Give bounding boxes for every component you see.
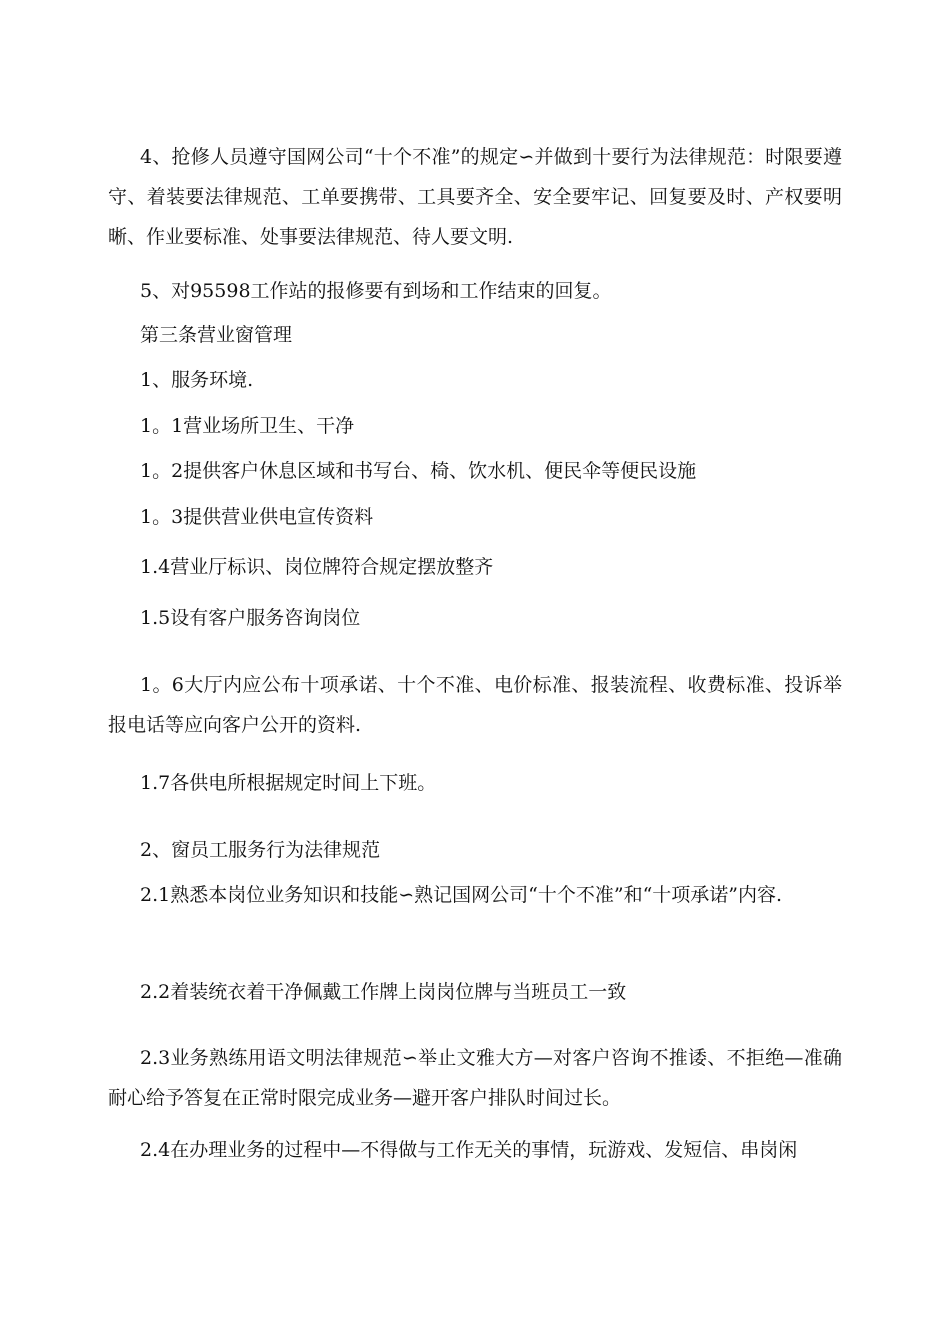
paragraph-1-2: 1。2提供客户休息区域和书写台、椅、饮水机、便民伞等便民设施	[140, 460, 697, 482]
section-heading-business-window: 第三条营业窗管理	[140, 324, 293, 346]
paragraph-1-6: 1。6大厅内应公布十项承诺、十个不准、电价标准、报装流程、收费标准、投诉举报电话等应向客户公开的资料.	[108, 674, 842, 736]
paragraph-95598-reply: 5、对95598工作站的报修要有到场和工作结束的回复。	[140, 280, 612, 302]
paragraph-2-2: 2.2着装统衣着干净佩戴工作牌上岗岗位牌与当班员工一致	[140, 981, 627, 1003]
paragraph-1-1: 1。1营业场所卫生、干净	[140, 415, 355, 437]
paragraph-staff-conduct: 2、窗员工服务行为法律规范	[140, 839, 381, 861]
paragraph-2-4: 2.4在办理业务的过程中—不得做与工作无关的事情，玩游戏、发短信、串岗闲	[140, 1139, 798, 1161]
paragraph-service-environment: 1、服务环境.	[140, 369, 254, 391]
paragraph-1-7: 1.7各供电所根据规定时间上下班。	[140, 772, 437, 794]
paragraph-1-3: 1。3提供营业供电宣传资料	[140, 506, 374, 528]
paragraph-2-1: 2.1熟悉本岗位业务知识和技能∽熟记国网公司“十个不准”和“十项承诺”内容.	[140, 884, 783, 906]
paragraph-2-3: 2.3业务熟练用语文明法律规范∽举止文雅大方—对客户咨询不推诿、不拒绝—准确耐心给予答复在正常时限完成业务—避开客户排队时间过长。	[108, 1047, 842, 1109]
paragraph-repair-rules: 4、抢修人员遵守国网公司“十个不准”的规定∽并做到十要行为法律规范：时限要遵守、着装要法律规范、工单要携带、工具要齐全、安全要牢记、回复要及时、产权要明晰、作业要标准、处事要法律规范、待人要文明.	[108, 146, 842, 248]
paragraph-1-5: 1.5设有客户服务咨询岗位	[140, 607, 361, 629]
paragraph-1-4: 1.4营业厅标识、岗位牌符合规定摆放整齐	[140, 556, 494, 578]
